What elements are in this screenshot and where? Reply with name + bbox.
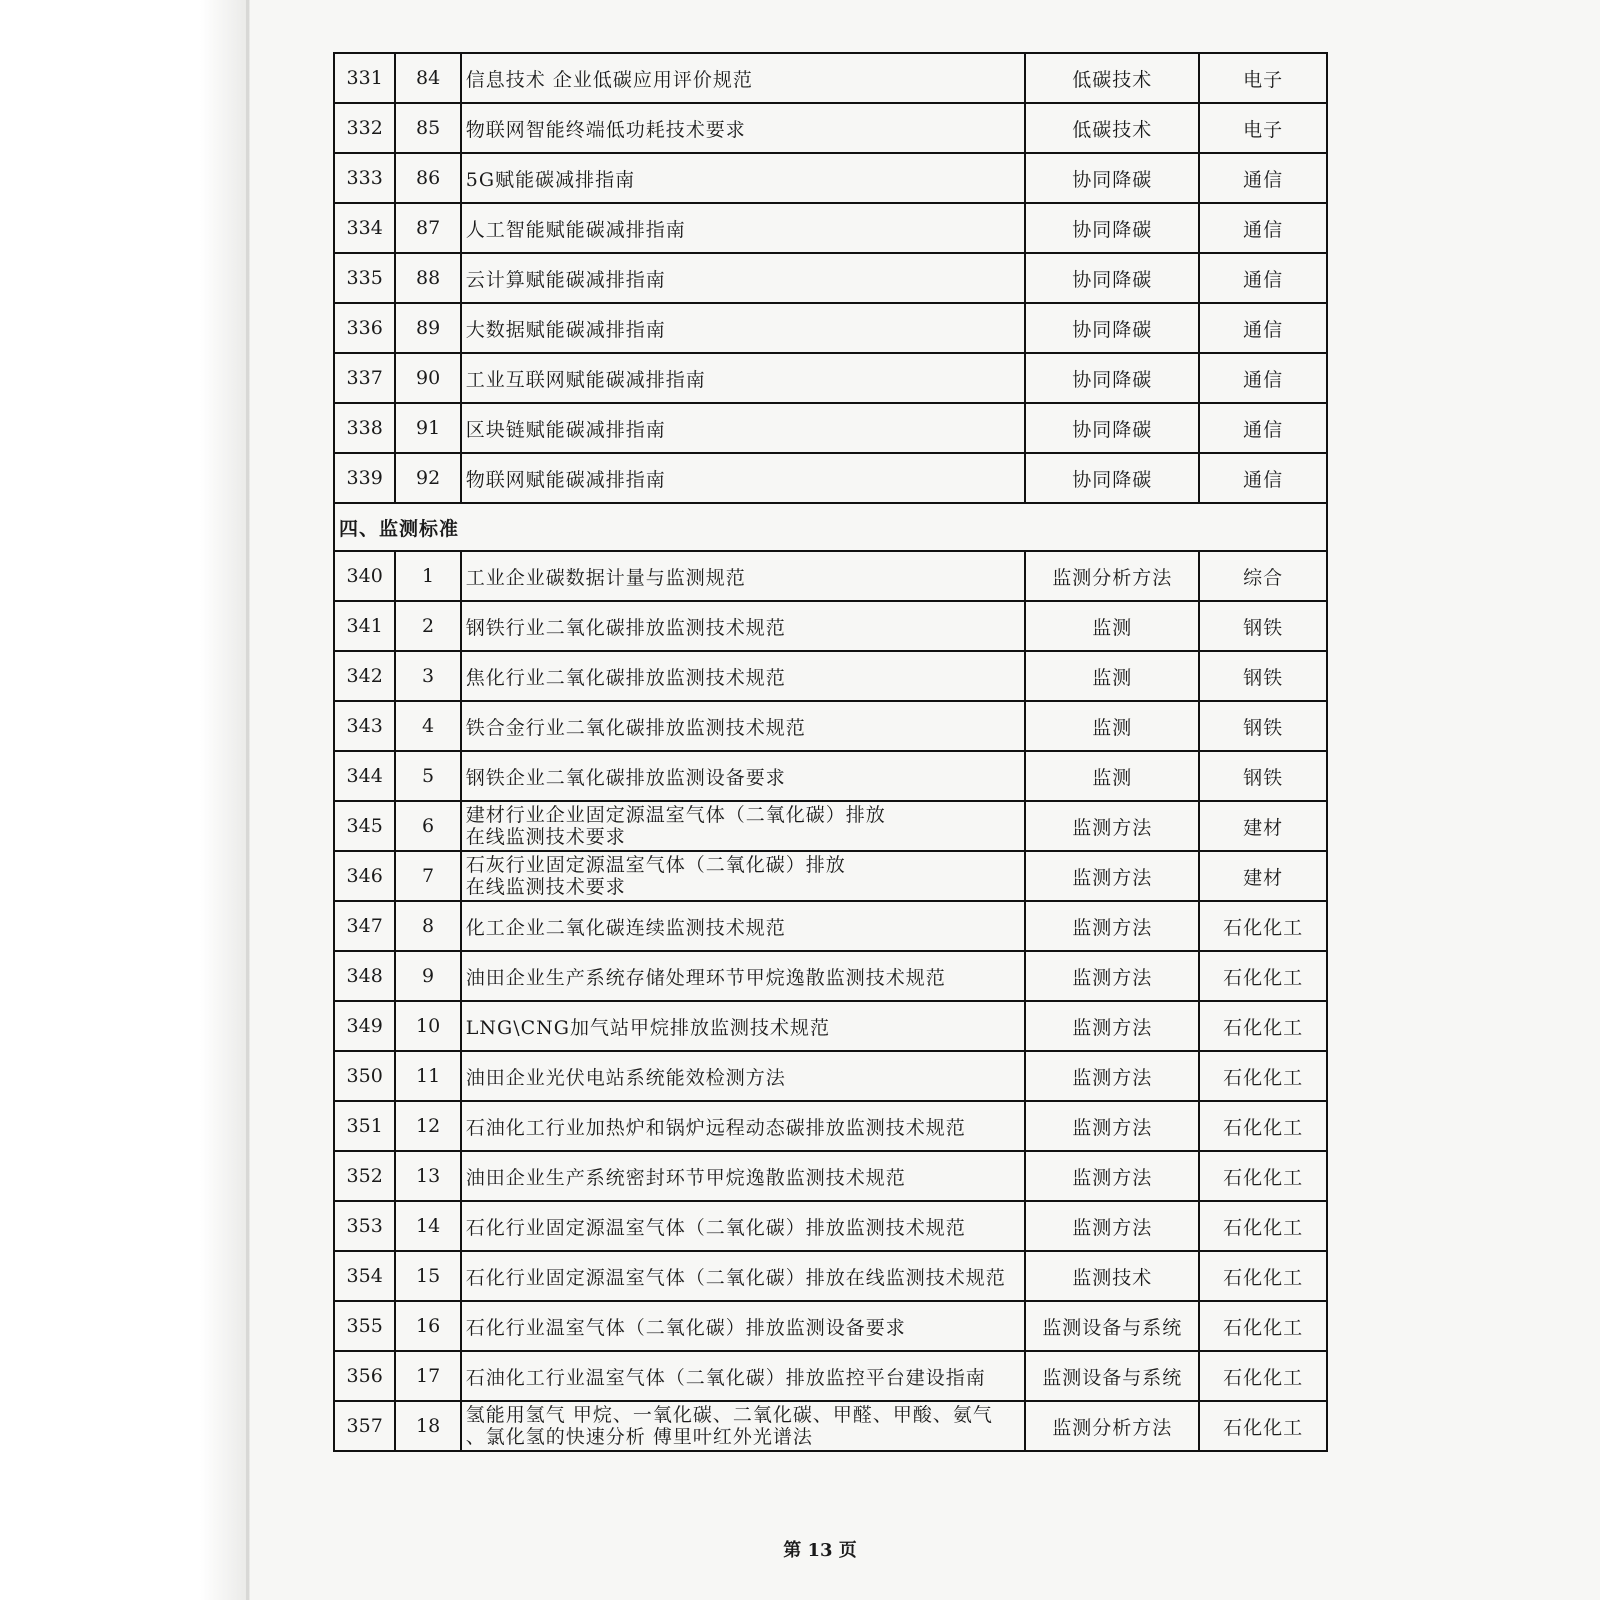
standard-category: 协同降碳: [1025, 403, 1199, 453]
standard-category: 低碳技术: [1025, 103, 1199, 153]
standard-industry: 电子: [1199, 103, 1327, 153]
row-sub-number: 91: [395, 403, 460, 453]
row-serial-number: 355: [334, 1301, 395, 1351]
document-page: [250, 0, 1600, 1600]
standard-name: 工业互联网赋能碳减排指南: [461, 353, 1026, 403]
standard-industry: 电子: [1199, 53, 1327, 103]
standard-name: 化工企业二氧化碳连续监测技术规范: [461, 901, 1026, 951]
standard-name: 油田企业生产系统密封环节甲烷逸散监测技术规范: [461, 1151, 1026, 1201]
row-serial-number: 343: [334, 701, 395, 751]
row-sub-number: 84: [395, 53, 460, 103]
standard-industry: 石化化工: [1199, 1401, 1327, 1451]
standard-category: 监测: [1025, 601, 1199, 651]
standard-name: LNG\CNG加气站甲烷排放监测技术规范: [461, 1001, 1026, 1051]
row-sub-number: 1: [395, 551, 460, 601]
standard-category: 监测分析方法: [1025, 551, 1199, 601]
row-serial-number: 348: [334, 951, 395, 1001]
standard-category: 监测设备与系统: [1025, 1351, 1199, 1401]
standard-industry: 石化化工: [1199, 1351, 1327, 1401]
table-row: [334, 801, 1327, 851]
standard-name-line-2: 在线监测技术要求: [465, 876, 626, 898]
standard-industry: 钢铁: [1199, 651, 1327, 701]
standard-industry: 建材: [1199, 851, 1327, 901]
row-sub-number: 85: [395, 103, 460, 153]
standard-category: 监测方法: [1025, 1151, 1199, 1201]
standard-name: 云计算赋能碳减排指南: [461, 253, 1026, 303]
row-serial-number: 350: [334, 1051, 395, 1101]
row-serial-number: 341: [334, 601, 395, 651]
row-sub-number: 14: [395, 1201, 460, 1251]
row-serial-number: 353: [334, 1201, 395, 1251]
scan-page-edge: [246, 0, 249, 1600]
table-row: [334, 751, 1327, 801]
row-serial-number: 331: [334, 53, 395, 103]
standard-name-line-1: 建材行业企业固定源温室气体（二氧化碳）排放: [465, 804, 886, 826]
row-sub-number: 13: [395, 1151, 460, 1201]
standard-industry: 石化化工: [1199, 1001, 1327, 1051]
table-row: [334, 153, 1327, 203]
standard-category: 监测方法: [1025, 851, 1199, 901]
table-row: [334, 951, 1327, 1001]
standard-category: 协同降碳: [1025, 453, 1199, 503]
standard-industry: 钢铁: [1199, 701, 1327, 751]
table-row: [334, 651, 1327, 701]
standard-name: 区块链赋能碳减排指南: [461, 403, 1026, 453]
standard-industry: 综合: [1199, 551, 1327, 601]
standard-name: 工业企业碳数据计量与监测规范: [461, 551, 1026, 601]
row-serial-number: 340: [334, 551, 395, 601]
standards-table-body: [334, 53, 1327, 1451]
table-row: [334, 453, 1327, 503]
standard-name-line-2: 在线监测技术要求: [465, 826, 626, 848]
standard-name: [461, 801, 1026, 851]
standard-industry: 通信: [1199, 403, 1327, 453]
table-row: [334, 1251, 1327, 1301]
row-serial-number: 352: [334, 1151, 395, 1201]
standard-industry: 通信: [1199, 353, 1327, 403]
standard-category: 监测方法: [1025, 1101, 1199, 1151]
standard-name: 石化行业固定源温室气体（二氧化碳）排放监测技术规范: [461, 1201, 1026, 1251]
page-number: 第 13 页: [783, 1540, 857, 1561]
standard-category: 监测: [1025, 701, 1199, 751]
table-row: [334, 403, 1327, 453]
standard-industry: 石化化工: [1199, 1101, 1327, 1151]
row-serial-number: 337: [334, 353, 395, 403]
standard-name: 信息技术 企业低碳应用评价规范: [461, 53, 1026, 103]
standard-category: 监测方法: [1025, 1051, 1199, 1101]
standard-industry: 石化化工: [1199, 901, 1327, 951]
row-sub-number: 15: [395, 1251, 460, 1301]
standard-name: [461, 1401, 1026, 1451]
row-serial-number: 344: [334, 751, 395, 801]
row-sub-number: 3: [395, 651, 460, 701]
row-serial-number: 345: [334, 801, 395, 851]
standard-name: 铁合金行业二氧化碳排放监测技术规范: [461, 701, 1026, 751]
row-serial-number: 349: [334, 1001, 395, 1051]
row-sub-number: 87: [395, 203, 460, 253]
standard-category: 监测设备与系统: [1025, 1301, 1199, 1351]
table-row: [334, 253, 1327, 303]
standard-name: 大数据赋能碳减排指南: [461, 303, 1026, 353]
row-sub-number: 10: [395, 1001, 460, 1051]
row-serial-number: 342: [334, 651, 395, 701]
table-row: [334, 103, 1327, 153]
standard-name: 油田企业生产系统存储处理环节甲烷逸散监测技术规范: [461, 951, 1026, 1001]
table-row: [334, 1101, 1327, 1151]
standard-name: 焦化行业二氧化碳排放监测技术规范: [461, 651, 1026, 701]
row-sub-number: 5: [395, 751, 460, 801]
standard-industry: 建材: [1199, 801, 1327, 851]
row-sub-number: 16: [395, 1301, 460, 1351]
row-serial-number: 351: [334, 1101, 395, 1151]
standard-name: 石油化工行业加热炉和锅炉远程动态碳排放监测技术规范: [461, 1101, 1026, 1151]
table-row: [334, 203, 1327, 253]
standard-industry: 石化化工: [1199, 951, 1327, 1001]
standard-industry: 石化化工: [1199, 1301, 1327, 1351]
row-serial-number: 333: [334, 153, 395, 203]
row-sub-number: 88: [395, 253, 460, 303]
standard-name: 石化行业固定源温室气体（二氧化碳）排放在线监测技术规范: [461, 1251, 1026, 1301]
row-sub-number: 11: [395, 1051, 460, 1101]
standard-category: 低碳技术: [1025, 53, 1199, 103]
standard-industry: 通信: [1199, 203, 1327, 253]
standard-category: 协同降碳: [1025, 253, 1199, 303]
standard-industry: 石化化工: [1199, 1151, 1327, 1201]
row-sub-number: 89: [395, 303, 460, 353]
standard-industry: 石化化工: [1199, 1051, 1327, 1101]
row-serial-number: 336: [334, 303, 395, 353]
standard-category: 监测方法: [1025, 901, 1199, 951]
table-row: [334, 1351, 1327, 1401]
table-row: [334, 1301, 1327, 1351]
standard-category: 协同降碳: [1025, 303, 1199, 353]
standard-name: 5G赋能碳减排指南: [461, 153, 1026, 203]
standard-category: 协同降碳: [1025, 353, 1199, 403]
table-row: [334, 1001, 1327, 1051]
standard-category: 监测: [1025, 651, 1199, 701]
standard-category: 监测方法: [1025, 1001, 1199, 1051]
standard-industry: 钢铁: [1199, 751, 1327, 801]
standard-category: 监测方法: [1025, 951, 1199, 1001]
scan-left-margin: [0, 0, 250, 1600]
section-title: 四、监测标准: [334, 503, 1327, 551]
standard-industry: 通信: [1199, 153, 1327, 203]
standard-industry: 石化化工: [1199, 1201, 1327, 1251]
row-serial-number: 346: [334, 851, 395, 901]
row-serial-number: 334: [334, 203, 395, 253]
standard-category: 协同降碳: [1025, 203, 1199, 253]
table-row: [334, 701, 1327, 751]
row-sub-number: 8: [395, 901, 460, 951]
row-serial-number: 356: [334, 1351, 395, 1401]
table-row: [334, 901, 1327, 951]
standard-name: 钢铁企业二氧化碳排放监测设备要求: [461, 751, 1026, 801]
table-row: [334, 1151, 1327, 1201]
standard-industry: 通信: [1199, 253, 1327, 303]
row-sub-number: 86: [395, 153, 460, 203]
row-sub-number: 12: [395, 1101, 460, 1151]
standard-name: 油田企业光伏电站系统能效检测方法: [461, 1051, 1026, 1101]
row-sub-number: 6: [395, 801, 460, 851]
row-serial-number: 339: [334, 453, 395, 503]
table-row: [334, 851, 1327, 901]
table-row: [334, 551, 1327, 601]
standard-name: 物联网智能终端低功耗技术要求: [461, 103, 1026, 153]
standard-name-line-2: 、氯化氢的快速分析 傅里叶红外光谱法: [465, 1426, 813, 1448]
standard-category: 监测方法: [1025, 1201, 1199, 1251]
standard-name: 物联网赋能碳减排指南: [461, 453, 1026, 503]
row-serial-number: 338: [334, 403, 395, 453]
section-header-row: [334, 503, 1327, 551]
standard-name-line-1: 氢能用氢气 甲烷、一氧化碳、二氧化碳、甲醛、甲酸、氨气: [465, 1404, 993, 1426]
standard-name: 钢铁行业二氧化碳排放监测技术规范: [461, 601, 1026, 651]
row-sub-number: 17: [395, 1351, 460, 1401]
table-row: [334, 353, 1327, 403]
standard-name: 石油化工行业温室气体（二氧化碳）排放监控平台建设指南: [461, 1351, 1026, 1401]
row-serial-number: 354: [334, 1251, 395, 1301]
standard-name: [461, 851, 1026, 901]
table-row: [334, 53, 1327, 103]
standard-category: 监测方法: [1025, 801, 1199, 851]
standard-category: 协同降碳: [1025, 153, 1199, 203]
table-row: [334, 1051, 1327, 1101]
row-sub-number: 9: [395, 951, 460, 1001]
row-sub-number: 18: [395, 1401, 460, 1451]
row-sub-number: 7: [395, 851, 460, 901]
standard-industry: 通信: [1199, 303, 1327, 353]
standard-category: 监测: [1025, 751, 1199, 801]
standard-name: 人工智能赋能碳减排指南: [461, 203, 1026, 253]
row-sub-number: 4: [395, 701, 460, 751]
standard-industry: 石化化工: [1199, 1251, 1327, 1301]
row-serial-number: 347: [334, 901, 395, 951]
standard-industry: 通信: [1199, 453, 1327, 503]
table-row: [334, 601, 1327, 651]
row-sub-number: 90: [395, 353, 460, 403]
table-row: [334, 1201, 1327, 1251]
row-serial-number: 357: [334, 1401, 395, 1451]
row-serial-number: 335: [334, 253, 395, 303]
row-serial-number: 332: [334, 103, 395, 153]
standard-name-line-1: 石灰行业固定源温室气体（二氧化碳）排放: [465, 854, 846, 876]
standard-name: 石化行业温室气体（二氧化碳）排放监测设备要求: [461, 1301, 1026, 1351]
table-row: [334, 303, 1327, 353]
standards-table: [333, 52, 1328, 1452]
table-row: [334, 1401, 1327, 1451]
row-sub-number: 2: [395, 601, 460, 651]
standard-category: 监测分析方法: [1025, 1401, 1199, 1451]
row-sub-number: 92: [395, 453, 460, 503]
standard-category: 监测技术: [1025, 1251, 1199, 1301]
standard-industry: 钢铁: [1199, 601, 1327, 651]
